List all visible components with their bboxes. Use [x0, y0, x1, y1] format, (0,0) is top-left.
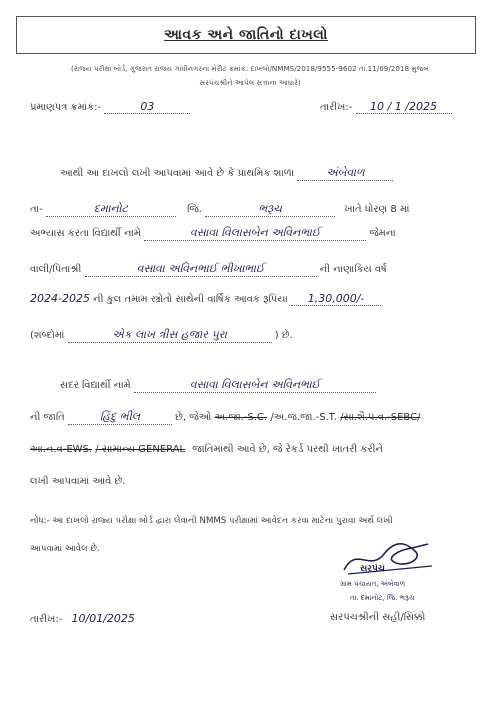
intro-text: આથી આ દાખલો લખી આપવામાં આવે છે કે પ્રાથમિક શાળા	[60, 168, 295, 179]
taluka-row	[30, 202, 409, 217]
category-row	[30, 444, 383, 455]
income-amount: 1,30,000/-	[291, 292, 381, 306]
signature-label: સરપંચશ્રીની સહી/સિક્કો	[330, 612, 426, 623]
student2-prefix: સદર વિદ્યાર્થી નામે	[60, 380, 131, 391]
cert-number-label: પ્રમાણપત્ર ક્રમાંક:-	[30, 102, 102, 113]
date-value: 10 / 1 /2025	[356, 100, 452, 114]
category-sc: અ.જા.-S.C.	[214, 412, 268, 423]
guardian-row	[30, 262, 387, 277]
income-text: ની કુલ તમામ સ્ત્રોતો સાથેની વાર્ષિક આવક રૂપિયા	[93, 294, 288, 305]
student-prefix: અભ્યાસ કરતા વિદ્યાર્થી નામે	[30, 228, 141, 239]
student2-row	[60, 378, 376, 393]
fy-end: -2025	[58, 292, 90, 305]
district-value: ભરૂચ	[205, 202, 335, 217]
date-row	[320, 100, 452, 114]
words-prefix: (શબ્દોમાં	[30, 330, 65, 341]
note-line-2: આપવામાં આવેલ છે.	[30, 544, 100, 554]
income-row	[30, 292, 381, 306]
school-name: અંબેવાળ	[297, 166, 393, 181]
subtitle-line-2: સરપંચશ્રીને આપેલ સત્તાના આધારે)	[199, 78, 301, 87]
guardian-name: વસાવા અવિનભાઈ ભીખાભાઈ	[85, 262, 317, 277]
student-name: વસાવા વિલાસબેન અવિનભાઈ	[144, 226, 366, 241]
cert-number-row	[30, 100, 190, 114]
caste-prefix: ની જાતિ	[30, 412, 65, 423]
year-suffix: ની નાણાકિય વર્ષ	[319, 264, 387, 275]
stamp-village: ગ્રામ પંચાયત, અંબેવાળ	[340, 580, 406, 588]
category-suffix: જાતિમાંથી આવે છે, જે રેકર્ડ પરથી ખાતરી કરીને	[192, 444, 383, 455]
fy-start: 2024	[30, 292, 58, 305]
category-st: /અ.જ.જા.-S.T.	[270, 412, 337, 423]
caste-row	[30, 410, 420, 425]
taluka-value: દમાનોટ	[46, 202, 176, 217]
title-box	[16, 16, 476, 54]
words-suffix: ) છે.	[274, 330, 293, 341]
standard-text: ખાતે ધોરણ 8 માં	[344, 204, 410, 215]
stamp-title: સરપંચ	[360, 564, 385, 574]
caste-value: હિંદુ ભીલ	[68, 410, 172, 425]
income-words: એક લાખ ત્રીસ હજાર પુરા	[68, 328, 272, 343]
school-row	[60, 166, 393, 181]
bottom-date-row	[30, 612, 135, 625]
stamp-taluka: તા. દમાનોટ, જિ. ભરૂચ	[350, 594, 415, 602]
bottom-date-value: 10/01/2025	[71, 612, 135, 625]
category-ews: આ.ન.વ-EWS.	[30, 444, 93, 455]
income-words-row	[30, 328, 293, 343]
bottom-date-label: તારીખ:-	[30, 614, 63, 625]
student-row	[30, 226, 396, 241]
cert-number-value: 03	[104, 100, 190, 114]
subtitle-line-1: (રાજ્ય પરીક્ષા બોર્ડ, ગુજરાત રાજ્ય ગાંધીનગરના મેરીટ ક્રમાંક: દાખલો/NMMS/2018/9555-9602 તા.11/09/2018 મુજબ	[71, 64, 429, 73]
taluka-label: તા-	[30, 204, 43, 215]
note-line-1: નોંધ:- આ દાખલો રાજ્ય પરીક્ષા બોર્ડ દ્વારા લેવાની NMMS પરીક્ષામાં આવેદન કરવા માટેના પુરાવા અર્થે લખી	[30, 516, 393, 526]
category-sebc: /સા.શૈ.પ.વ.-SEBC/	[340, 412, 421, 423]
closing-line: લખી આપવામાં આવે છે.	[30, 476, 126, 487]
category-general: / સામાન્ય GENERAL	[95, 444, 186, 455]
district-label: જિ.	[187, 204, 202, 215]
student2-name: વસાવા વિલાસબેન અવિનભાઈ	[134, 378, 376, 393]
page-title: આવક અને જાતિનો દાખલો	[164, 27, 328, 43]
student-suffix: જેમના	[369, 228, 396, 239]
date-label: તારીખ:-	[320, 102, 353, 113]
guardian-prefix: વાલી/પિતાશ્રી	[30, 264, 82, 275]
caste-mid: છે, જેઓ	[175, 412, 212, 423]
